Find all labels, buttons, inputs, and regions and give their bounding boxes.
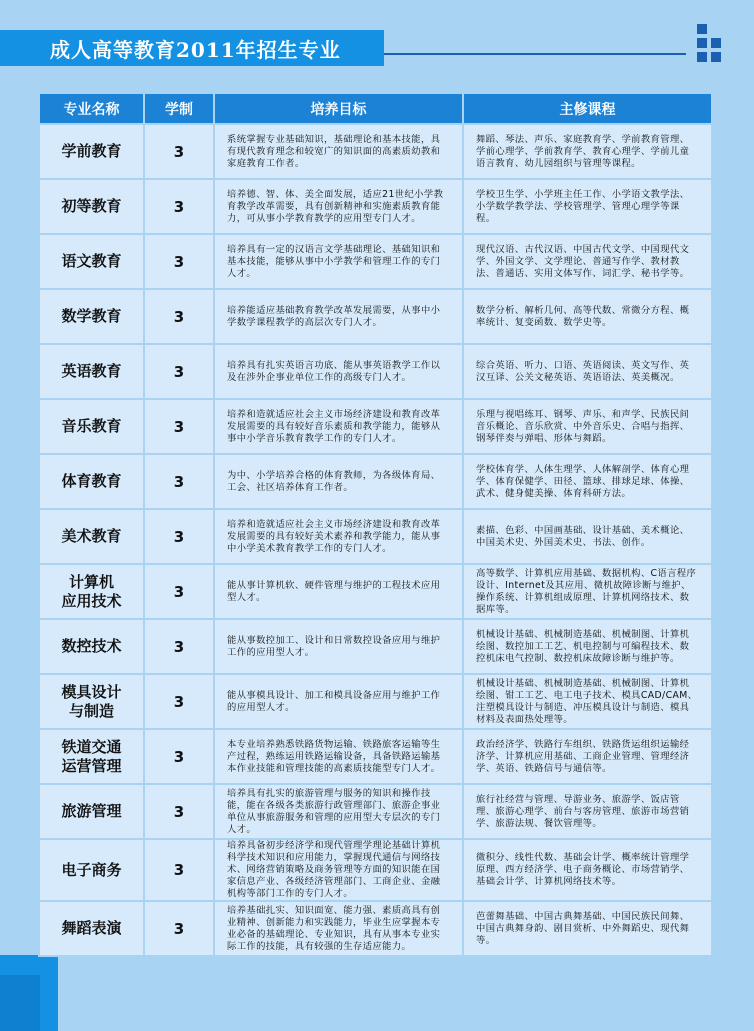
main-courses: 学校体育学、人体生理学、人体解剖学、体育心理学、体育保健学、田径、篮球、排球足球、体操、武术、健身健美操、体育科研方法。 <box>463 454 712 509</box>
table-header-row <box>39 93 712 124</box>
major-name: 英语教育 <box>39 344 144 399</box>
main-courses: 素描、色彩、中国画基础、设计基础、美术概论、中国美术史、外国美术史、书法、创作。 <box>463 509 712 564</box>
major-name: 数学教育 <box>39 289 144 344</box>
study-years: 3 <box>144 234 214 289</box>
table-row <box>39 124 712 179</box>
major-name: 铁道交通 运营管理 <box>39 729 144 784</box>
major-name: 电子商务 <box>39 839 144 901</box>
header-years: 学制 <box>144 93 214 124</box>
major-name: 学前教育 <box>39 124 144 179</box>
training-goal: 培养具有扎实英语言功底、能从事英语教学工作以及在涉外企事业单位工作的高级专门人才。 <box>214 344 463 399</box>
table-row <box>39 839 712 901</box>
major-name: 语文教育 <box>39 234 144 289</box>
header-goal: 培养目标 <box>214 93 463 124</box>
main-courses: 现代汉语、古代汉语、中国古代文学、中国现代文学、外国文学、文学理论、普通写作学、教材教法、普通话、实用文体写作、词汇学、秘书学等。 <box>463 234 712 289</box>
main-courses: 高等数学、计算机应用基础、数据机构、C语言程序设计、Internet及其应用、微机故障诊断与维护、操作系统、计算机组成原理、计算机网络技术、数据库等。 <box>463 564 712 619</box>
study-years: 3 <box>144 619 214 674</box>
training-goal: 培养和造就适应社会主义市场经济建设和教育改革发展需要的具有较好美术素养和教学能力，能从事中小学美术教育教学工作的专门人才。 <box>214 509 463 564</box>
main-courses: 乐理与视唱练耳、钢琴、声乐、和声学、民族民间音乐概论、音乐欣赏、中外音乐史、合唱与指挥、钢琴伴奏与弹唱、形体与舞蹈。 <box>463 399 712 454</box>
decor-square <box>711 52 721 62</box>
main-courses: 政治经济学、铁路行车组织、铁路货运组织运输经济学、计算机应用基础、工商企业管理、管理经济学、英语、铁路信号与通信等。 <box>463 729 712 784</box>
study-years: 3 <box>144 399 214 454</box>
main-courses: 机械设计基础、机械制造基础、机械制图、计算机绘图、钳工工艺、电工电子技术、模具CAD/CAM、注塑模具设计与制造、冲压模具设计与制造、模具材料及表面热处理等。 <box>463 674 712 729</box>
major-name: 初等教育 <box>39 179 144 234</box>
title-underline <box>384 53 686 55</box>
main-courses: 综合英语、听力、口语、英语阅读、英文写作、英汉互译、公关文秘英语、英语语法、英美概况。 <box>463 344 712 399</box>
training-goal: 能从事模具设计、加工和模具设备应用与维护工作的应用型人才。 <box>214 674 463 729</box>
training-goal: 培养具有扎实的旅游管理与服务的知识和操作技能，能在各级各类旅游行政管理部门、旅游企事业单位从事旅游服务和管理的应用型大专层次的专门人才。 <box>214 784 463 839</box>
study-years: 3 <box>144 564 214 619</box>
table-row <box>39 564 712 619</box>
training-goal: 培养德、智、体、美全面发展，适应21世纪小学教育教学改革需要，具有创新精神和实施素质教育能力，可从事小学教育教学的应用型专门人才。 <box>214 179 463 234</box>
header-major: 专业名称 <box>39 93 144 124</box>
page-title: 成人高等教育2011年招生专业 <box>50 38 341 62</box>
table-row <box>39 399 712 454</box>
training-goal: 为中、小学培养合格的体育教师，为各级体育局、工会、社区培养体育工作者。 <box>214 454 463 509</box>
major-name: 计算机 应用技术 <box>39 564 144 619</box>
table-row <box>39 729 712 784</box>
main-courses: 微积分、线性代数、基础会计学、概率统计管理学原理、西方经济学、电子商务概论、市场营销学、基础会计学、计算机网络技术等。 <box>463 839 712 901</box>
table-row <box>39 784 712 839</box>
table-row <box>39 234 712 289</box>
main-courses: 芭蕾舞基础、中国古典舞基础、中国民族民间舞、中国古典舞身韵、剧目赏析、中外舞蹈史、现代舞等。 <box>463 901 712 956</box>
study-years: 3 <box>144 124 214 179</box>
main-courses: 学校卫生学、小学班主任工作、小学语文教学法、小学数学教学法、学校管理学、管理心理学等课程。 <box>463 179 712 234</box>
training-goal: 培养能适应基础教育教学改革发展需要，从事中小学数学课程教学的高层次专门人才。 <box>214 289 463 344</box>
main-courses: 数学分析、解析几何、高等代数、常微分方程、概率统计、复变函数、数学史等。 <box>463 289 712 344</box>
study-years: 3 <box>144 784 214 839</box>
major-name: 数控技术 <box>39 619 144 674</box>
training-goal: 培养具备初步经济学和现代管理学理论基础计算机科学技术知识和应用能力，掌握现代通信与网络技术、网络营销策略及商务管理等方面的知识能在国家信息产业、各级经济管理部门、工商企业、金融机构等部门工作的专门人才。 <box>214 839 463 901</box>
training-goal: 系统掌握专业基础知识，基础理论和基本技能，具有现代教育理念和较宽广的知识面的高素质幼教和家庭教育工作者。 <box>214 124 463 179</box>
corner-decoration-inner <box>0 975 40 1031</box>
training-goal: 能从事计算机软、硬件管理与维护的工程技术应用型人才。 <box>214 564 463 619</box>
training-goal: 培养基础扎实、知识面宽、能力强、素质高具有创业精神、创新能力和实践能力，毕业生应掌握本专业必备的基础理论、专业知识，具有从事本专业实际工作的技能，具有较强的生存适应能力。 <box>214 901 463 956</box>
study-years: 3 <box>144 674 214 729</box>
major-name: 音乐教育 <box>39 399 144 454</box>
table-row <box>39 289 712 344</box>
decor-square <box>711 38 721 48</box>
programs-table <box>38 92 713 957</box>
table-row <box>39 901 712 956</box>
table-row <box>39 179 712 234</box>
main-courses: 机械设计基础、机械制造基础、机械制图、计算机绘图、数控加工工艺、机电控制与可编程技术、数控机床电气控制、数控机床故障诊断与维护等。 <box>463 619 712 674</box>
training-goal: 培养具有一定的汉语言文学基础理论、基础知识和基本技能，能够从事中小学教学和管理工作的专门人才。 <box>214 234 463 289</box>
table-row <box>39 509 712 564</box>
major-name: 舞蹈表演 <box>39 901 144 956</box>
table-row <box>39 619 712 674</box>
major-name: 体育教育 <box>39 454 144 509</box>
training-goal: 培养和造就适应社会主义市场经济建设和教育改革发展需要的具有较好音乐素质和教学能力，能够从事中小学音乐教育教学工作的专门人才。 <box>214 399 463 454</box>
major-name: 美术教育 <box>39 509 144 564</box>
study-years: 3 <box>144 454 214 509</box>
study-years: 3 <box>144 509 214 564</box>
study-years: 3 <box>144 344 214 399</box>
decor-square <box>697 52 707 62</box>
training-goal: 能从事数控加工、设计和日常数控设备应用与维护工作的应用型人才。 <box>214 619 463 674</box>
table-row <box>39 674 712 729</box>
decor-square <box>697 38 707 48</box>
training-goal: 本专业培养熟悉铁路货物运输、铁路旅客运输等生产过程，熟练运用铁路运输设备，具备铁路运输基本作业技能和管理技能的高素质技能型专门人才。 <box>214 729 463 784</box>
study-years: 3 <box>144 179 214 234</box>
decor-square <box>697 24 707 34</box>
study-years: 3 <box>144 901 214 956</box>
title-banner <box>0 30 384 66</box>
major-name: 模具设计 与制造 <box>39 674 144 729</box>
study-years: 3 <box>144 839 214 901</box>
main-courses: 舞蹈、琴法、声乐、家庭教育学、学前教育管理、学前心理学、学前教育学、教育心理学、学前儿童语言教育、幼儿园组织与管理等课程。 <box>463 124 712 179</box>
table-row <box>39 344 712 399</box>
major-name: 旅游管理 <box>39 784 144 839</box>
main-courses: 旅行社经营与管理、导游业务、旅游学、饭店管理、旅游心理学、前台与客房管理、旅游市场营销学、旅游法规、餐饮管理等。 <box>463 784 712 839</box>
table-row <box>39 454 712 509</box>
header-courses: 主修课程 <box>463 93 712 124</box>
study-years: 3 <box>144 729 214 784</box>
study-years: 3 <box>144 289 214 344</box>
